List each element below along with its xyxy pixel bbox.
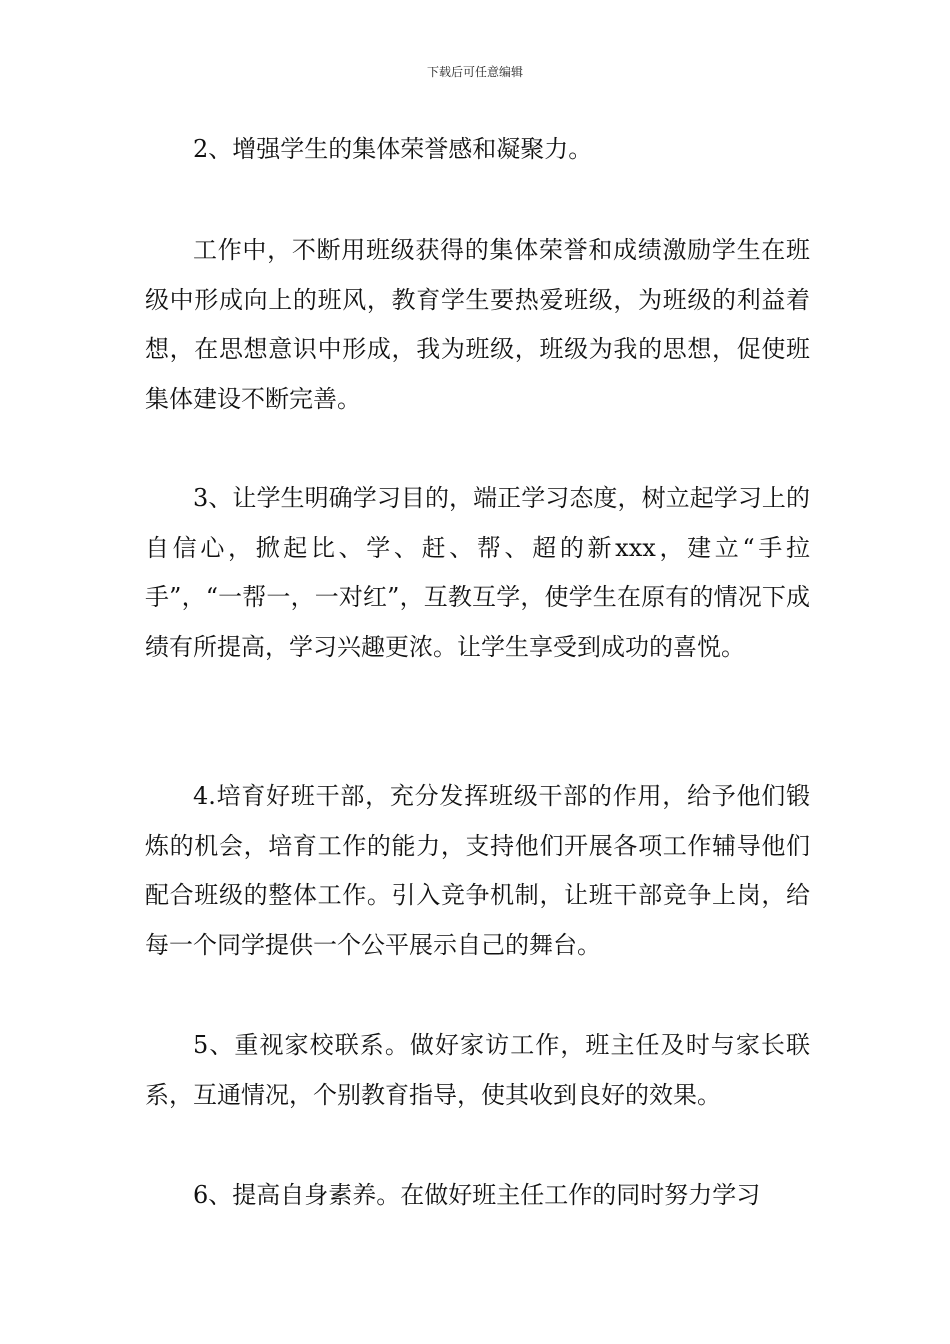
page-header: 下载后可任意编辑 <box>426 65 523 79</box>
paragraph-item-3: 3、让学生明确学习目的，端正学习态度，树立起学习上的自信心，掀起比、学、赶、帮、超的新xxx，建立“手拉手”，“一帮一，一对红”，互教互学，使学生在原有的情况下成绩有所提高，学习兴趣更浓。让学生享受到成功的喜悦。 <box>145 484 810 661</box>
paragraph-item-4: 4.培育好班干部，充分发挥班级干部的作用，给予他们锻炼的机会，培育工作的能力，支持他们开展各项工作辅导他们配合班级的整体工作。引入竞争机制，让班干部竞争上岗，给每一个同学提供一个公平展示自己的舞台。 <box>145 782 810 959</box>
paragraph-item-6: 6、提高自身素养。在做好班主任工作的同时努力学习 <box>193 1181 761 1209</box>
paragraph-item-5: 5、重视家校联系。做好家访工作，班主任及时与家长联系，互通情况，个别教育指导，使其收到良好的效果。 <box>145 1031 810 1109</box>
paragraph-work: 工作中，不断用班级获得的集体荣誉和成绩激励学生在班级中形成向上的班风，教育学生要热爱班级，为班级的利益着想，在思想意识中形成，我为班级，班级为我的思想，促使班集体建设不断完善。 <box>145 236 810 413</box>
paragraph-item-2: 2、增强学生的集体荣誉感和凝聚力。 <box>193 135 593 163</box>
